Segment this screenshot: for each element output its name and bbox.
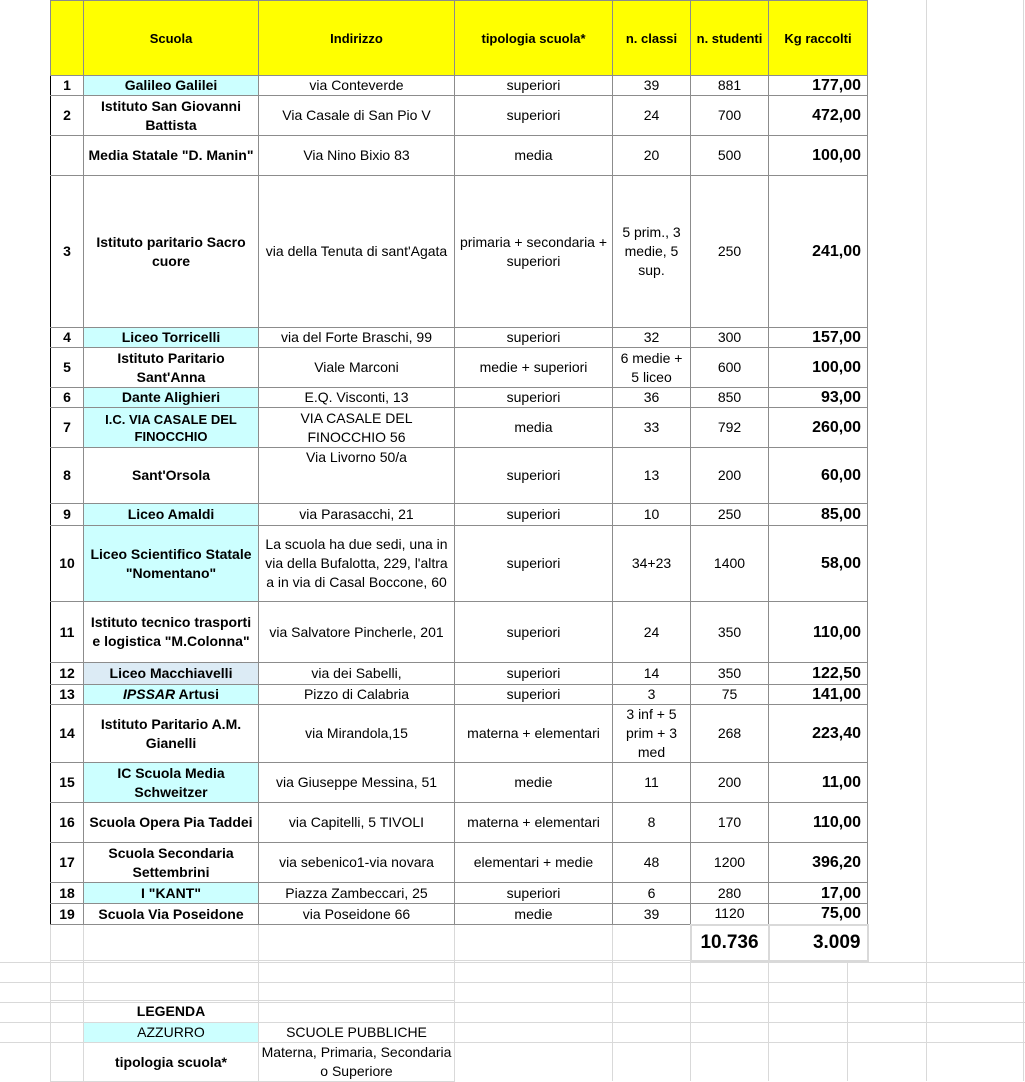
school-address: via del Forte Braschi, 99 [259, 328, 455, 348]
school-name: Istituto tecnico trasporti e logistica "M.Colonna" [84, 602, 259, 663]
table-row [51, 883, 868, 904]
row-number: 4 [51, 328, 84, 348]
blank-cell [455, 925, 613, 961]
school-type: medie + superiori [455, 348, 613, 388]
blank-cell [51, 1023, 84, 1043]
school-address: via Parasacchi, 21 [259, 504, 455, 526]
kg-collected: 122,50 [769, 663, 868, 685]
school-name: I "KANT" [84, 883, 259, 904]
blank-cell [613, 925, 691, 961]
school-type: superiori [455, 883, 613, 904]
student-count: 1200 [691, 843, 769, 883]
student-count: 350 [691, 663, 769, 685]
student-count: 600 [691, 348, 769, 388]
school-type: superiori [455, 448, 613, 504]
row-number: 12 [51, 663, 84, 685]
legend [50, 1000, 455, 1082]
table-row [51, 685, 868, 705]
school-type: elementari + medie [455, 843, 613, 883]
student-count: 850 [691, 388, 769, 408]
class-count: 14 [613, 663, 691, 685]
school-type: medie [455, 763, 613, 803]
row-number: 11 [51, 602, 84, 663]
student-count: 200 [691, 763, 769, 803]
school-address: via dei Sabelli, [259, 663, 455, 685]
school-address: via sebenico1-via novara [259, 843, 455, 883]
total-kg: 3.009 [769, 925, 868, 961]
school-address: La scuola ha due sedi, una in via della Bufalotta, 229, l'altra a in via di Casal Boccone, 60 [259, 526, 455, 602]
class-count: 3 [613, 685, 691, 705]
school-name: Dante Alighieri [84, 388, 259, 408]
school-name-italic: IPSSAR [123, 686, 176, 702]
table-row [51, 504, 868, 526]
school-name: Scuola Opera Pia Taddei [84, 803, 259, 843]
school-name: Liceo Amaldi [84, 504, 259, 526]
school-address: Pizzo di Calabria [259, 685, 455, 705]
table-row [51, 663, 868, 685]
school-name: Liceo Torricelli [84, 328, 259, 348]
class-count: 8 [613, 803, 691, 843]
table-row [51, 803, 868, 843]
school-address: E.Q. Visconti, 13 [259, 388, 455, 408]
student-count: 280 [691, 883, 769, 904]
header-classi: n. classi [613, 1, 691, 76]
kg-collected: 241,00 [769, 176, 868, 328]
school-type: superiori [455, 76, 613, 96]
row-number: 6 [51, 388, 84, 408]
class-count: 32 [613, 328, 691, 348]
student-count: 75 [691, 685, 769, 705]
row-number: 3 [51, 176, 84, 328]
row-number: 18 [51, 883, 84, 904]
class-count: 20 [613, 136, 691, 176]
row-number: 9 [51, 504, 84, 526]
row-number: 14 [51, 705, 84, 763]
school-address: Viale Marconi [259, 348, 455, 388]
student-count: 200 [691, 448, 769, 504]
table-row [51, 526, 868, 602]
class-count: 34+23 [613, 526, 691, 602]
school-name-rest: Artusi [175, 686, 219, 702]
class-count: 6 medie + 5 liceo [613, 348, 691, 388]
school-address: Piazza Zambeccari, 25 [259, 883, 455, 904]
table-row [51, 408, 868, 448]
school-type: materna + elementari [455, 803, 613, 843]
student-count: 300 [691, 328, 769, 348]
school-type: superiori [455, 328, 613, 348]
school-name: Scuola Secondaria Settembrini [84, 843, 259, 883]
row-number: 5 [51, 348, 84, 388]
school-name: IC Scuola Media Schweitzer [84, 763, 259, 803]
header-studenti: n. studenti [691, 1, 769, 76]
school-type: superiori [455, 663, 613, 685]
school-address: Via Casale di San Pio V [259, 96, 455, 136]
school-type: superiori [455, 96, 613, 136]
class-count: 36 [613, 388, 691, 408]
class-count: 24 [613, 96, 691, 136]
table-row [51, 96, 868, 136]
kg-collected: 17,00 [769, 883, 868, 904]
school-address: via della Tenuta di sant'Agata [259, 176, 455, 328]
school-address: via Mirandola,15 [259, 705, 455, 763]
legend-color-name: AZZURRO [84, 1023, 259, 1043]
school-type: superiori [455, 388, 613, 408]
student-count: 1400 [691, 526, 769, 602]
student-count: 170 [691, 803, 769, 843]
kg-collected: 100,00 [769, 348, 868, 388]
class-count: 48 [613, 843, 691, 883]
school-type: superiori [455, 602, 613, 663]
header-tipologia: tipologia scuola* [455, 1, 613, 76]
kg-collected: 85,00 [769, 504, 868, 526]
student-count: 792 [691, 408, 769, 448]
table-row [51, 843, 868, 883]
table-row [51, 328, 868, 348]
class-count: 33 [613, 408, 691, 448]
table-row [51, 176, 868, 328]
school-address: via Poseidone 66 [259, 904, 455, 925]
legend-title: LEGENDA [84, 1001, 259, 1023]
school-name [84, 685, 259, 705]
table-row [51, 76, 868, 96]
school-name: Istituto San Giovanni Battista [84, 96, 259, 136]
school-name: Liceo Macchiavelli [84, 663, 259, 685]
kg-collected: 177,00 [769, 76, 868, 96]
blank-cell [51, 1001, 84, 1023]
school-address: via Salvatore Pincherle, 201 [259, 602, 455, 663]
kg-collected: 110,00 [769, 803, 868, 843]
header-scuola: Scuola [84, 1, 259, 76]
table-row [51, 136, 868, 176]
table-row [51, 904, 868, 925]
school-type: medie [455, 904, 613, 925]
row-number: 7 [51, 408, 84, 448]
class-count: 24 [613, 602, 691, 663]
student-count: 500 [691, 136, 769, 176]
class-count: 39 [613, 904, 691, 925]
blank-cell [259, 1001, 455, 1023]
student-count: 1120 [691, 904, 769, 925]
school-name: Media Statale "D. Manin" [84, 136, 259, 176]
row-number: 19 [51, 904, 84, 925]
school-address: via Capitelli, 5 TIVOLI [259, 803, 455, 843]
kg-collected: 75,00 [769, 904, 868, 925]
blank-cell [51, 925, 84, 961]
kg-collected: 93,00 [769, 388, 868, 408]
school-address: Via Livorno 50/a [259, 448, 455, 504]
school-address: via Conteverde [259, 76, 455, 96]
table-row [51, 448, 868, 504]
kg-collected: 100,00 [769, 136, 868, 176]
student-count: 250 [691, 504, 769, 526]
row-number: 16 [51, 803, 84, 843]
school-name: I.C. VIA CASALE DEL FINOCCHIO [84, 408, 259, 448]
schools-table [50, 0, 869, 962]
row-number: 2 [51, 96, 84, 136]
school-name: Istituto Paritario A.M. Gianelli [84, 705, 259, 763]
student-count: 881 [691, 76, 769, 96]
school-name: Galileo Galilei [84, 76, 259, 96]
kg-collected: 157,00 [769, 328, 868, 348]
totals-row [51, 925, 868, 961]
kg-collected: 260,00 [769, 408, 868, 448]
class-count: 6 [613, 883, 691, 904]
school-type: primaria + secondaria + superiori [455, 176, 613, 328]
kg-collected: 472,00 [769, 96, 868, 136]
class-count: 5 prim., 3 medie, 5 sup. [613, 176, 691, 328]
table-row [51, 348, 868, 388]
school-name: Liceo Scientifico Statale "Nomentano" [84, 526, 259, 602]
class-count: 11 [613, 763, 691, 803]
school-name: Scuola Via Poseidone [84, 904, 259, 925]
kg-collected: 11,00 [769, 763, 868, 803]
kg-collected: 60,00 [769, 448, 868, 504]
blank-cell [84, 925, 259, 961]
row-number: 8 [51, 448, 84, 504]
kg-collected: 141,00 [769, 685, 868, 705]
school-address: VIA CASALE DEL FINOCCHIO 56 [259, 408, 455, 448]
blank-cell [51, 1043, 84, 1082]
row-number: 10 [51, 526, 84, 602]
school-name: Sant'Orsola [84, 448, 259, 504]
class-count: 39 [613, 76, 691, 96]
school-type: media [455, 136, 613, 176]
table-row [51, 388, 868, 408]
student-count: 268 [691, 705, 769, 763]
class-count: 10 [613, 504, 691, 526]
class-count: 3 inf + 5 prim + 3 med [613, 705, 691, 763]
table-row [51, 763, 868, 803]
header-kg: Kg raccolti [769, 1, 868, 76]
school-name: Istituto paritario Sacro cuore [84, 176, 259, 328]
row-number: 1 [51, 76, 84, 96]
legend-tipologia-meaning: Materna, Primaria, Secondaria o Superiore [259, 1043, 455, 1082]
school-type: superiori [455, 526, 613, 602]
class-count: 13 [613, 448, 691, 504]
school-type: superiori [455, 685, 613, 705]
school-address: via Giuseppe Messina, 51 [259, 763, 455, 803]
kg-collected: 396,20 [769, 843, 868, 883]
header-indirizzo: Indirizzo [259, 1, 455, 76]
total-students: 10.736 [691, 925, 769, 961]
student-count: 250 [691, 176, 769, 328]
school-type: superiori [455, 504, 613, 526]
kg-collected: 223,40 [769, 705, 868, 763]
row-number: 13 [51, 685, 84, 705]
table-row [51, 705, 868, 763]
table-header-row [51, 1, 868, 76]
kg-collected: 58,00 [769, 526, 868, 602]
student-count: 350 [691, 602, 769, 663]
row-number: 15 [51, 763, 84, 803]
legend-tipologia-label: tipologia scuola* [84, 1043, 259, 1082]
legend-color-meaning: SCUOLE PUBBLICHE [259, 1023, 455, 1043]
school-address: Via Nino Bixio 83 [259, 136, 455, 176]
row-number: 17 [51, 843, 84, 883]
school-type: materna + elementari [455, 705, 613, 763]
table-row [51, 602, 868, 663]
kg-collected: 110,00 [769, 602, 868, 663]
header-number [51, 1, 84, 76]
school-type: media [455, 408, 613, 448]
row-number [51, 136, 84, 176]
school-name: Istituto Paritario Sant'Anna [84, 348, 259, 388]
blank-cell [259, 925, 455, 961]
student-count: 700 [691, 96, 769, 136]
